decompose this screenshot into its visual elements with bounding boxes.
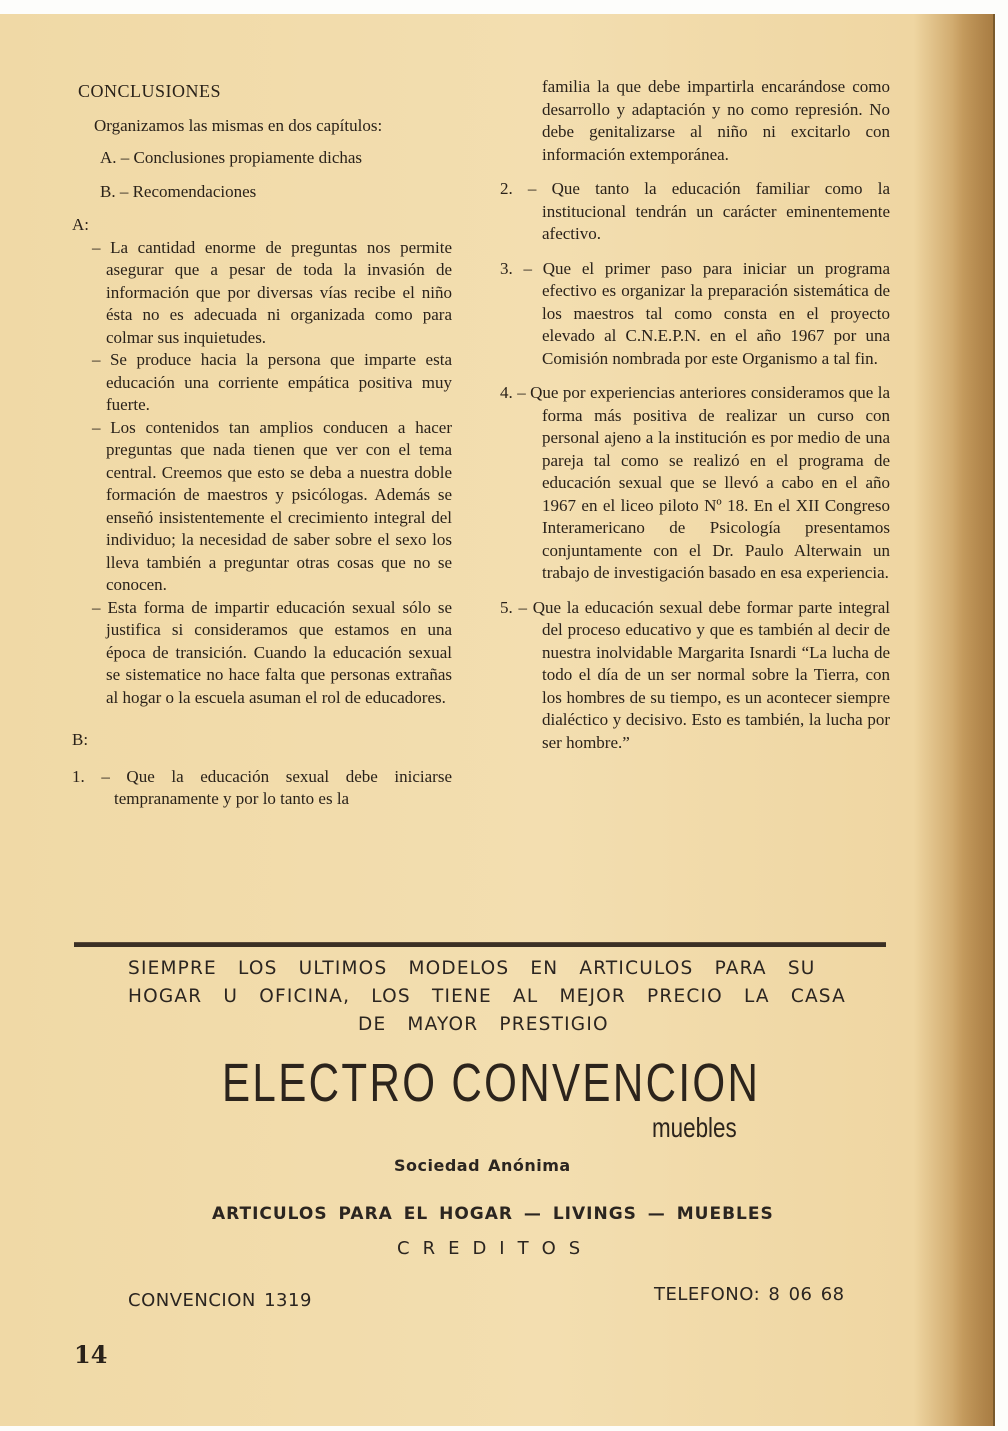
company-type: Sociedad Anónima (394, 1156, 571, 1175)
ad-tagline-line-2: HOGAR U OFICINA, LOS TIENE AL MEJOR PRECIO LA CASA (128, 986, 846, 1007)
recommendation-item-3: 3. – Que el primer paso para iniciar un programa efectivo es organizar la preparación sistemática de los maestros tal como consta en el proyecto elevado al C.N.E.P.N. en el año 1967 por una Comisión nombrada por este Organismo a tal fin. (500, 258, 890, 368)
brand-name: ELECTRO CONVENCION (222, 1053, 761, 1113)
brand-subtitle: muebles (652, 1112, 737, 1143)
section-heading: CONCLUSIONES (78, 81, 222, 101)
address: CONVENCION 1319 (128, 1290, 312, 1311)
page-edge-shadow (953, 14, 993, 1426)
section-b-label: B: (72, 730, 89, 749)
recommendation-item-1-continued: familia la que debe impartirla encarándose como desarrollo y adaptación y no como represión. No debe genitalizarse al niño ni excitarlo con información extemporánea. (542, 77, 890, 164)
option-b: B. – Recomendaciones (100, 181, 257, 201)
ad-tagline-line-1: SIEMPRE LOS ULTIMOS MODELOS EN ARTICULOS PARA SU (128, 958, 816, 979)
divider-rule (74, 942, 886, 947)
conclusion-item-1: – La cantidad enorme de preguntas nos permite asegurar que a pesar de toda la invasión de información que por diversas vías recibe el niño ésta no es adecuada ni organizada como para colmar sus inquietudes. (92, 237, 452, 347)
conclusion-item-3: – Los contenidos tan amplios conducen a hacer preguntas que nada tienen que ver con el tema central. Creemos que esto se deba a nuestra doble formación de maestros y psicólogas. Además se enseñó insistentemente el crecimiento integral del individuo; la necesidad de saber sobre el sexo los lleva también a preguntar otras cosas que no se conocen. (92, 417, 452, 594)
ad-tagline-line-3: DE MAYOR PRESTIGIO (358, 1014, 609, 1035)
right-column (500, 76, 890, 766)
conclusion-item-4: – Esta forma de impartir educación sexual sólo se justifica si consideramos que estamos en una época de transición. Cuando la educación sexual se sistematice no hace falta que personas extrañas al hogar o la escuela asuman el rol de educadores. (92, 597, 452, 707)
phone-number: TELEFONO: 8 06 68 (654, 1284, 845, 1305)
recommendation-item-5: 5. – Que la educación sexual debe formar parte integral del proceso educativo y que es también al decir de nuestra inolvidable Margarita Isnardi “La lucha de todo el día de un ser normal sobre la Tierra, con los hombres de su tiempo, es un acontecer siempre dialéctico y decisivo. Esto es también, la lucha por ser hombre.” (500, 597, 890, 752)
section-a-label: A: (72, 215, 89, 234)
conclusion-item-2: – Se produce hacia la persona que imparte esta educación una corriente empática positiva muy fuerte. (92, 350, 452, 414)
left-column (72, 80, 452, 823)
option-a: A. – Conclusiones propiamente dichas (100, 148, 363, 167)
recommendation-item-2: 2. – Que tanto la educación familiar como la institucional tendrán un carácter eminentemente afectivo. (500, 179, 890, 243)
products-line: ARTICULOS PARA EL HOGAR — LIVINGS — MUEBLES (212, 1204, 774, 1224)
page-number: 14 (74, 1340, 108, 1369)
intro-paragraph: Organizamos las mismas en dos capítulos: (94, 115, 383, 135)
credits-line: CREDITOS (397, 1238, 594, 1259)
recommendation-item-1-start: 1. – Que la educación sexual debe iniciarse tempranamente y por lo tanto es la (72, 766, 452, 808)
recommendation-item-4: 4. – Que por experiencias anteriores consideramos que la forma más positiva de realizar un curso con personal ajeno a la institución es por medio de una pareja tal como se realizó en el programa de educación sexual que se llevó a cabo en el año 1967 en el liceo piloto Nº 18. En el XII Congreso Interamericano de Psicología presentamos conjuntamente con el Dr. Paulo Alterwain un trabajo de investigación basado en esa experiencia. (500, 383, 890, 582)
